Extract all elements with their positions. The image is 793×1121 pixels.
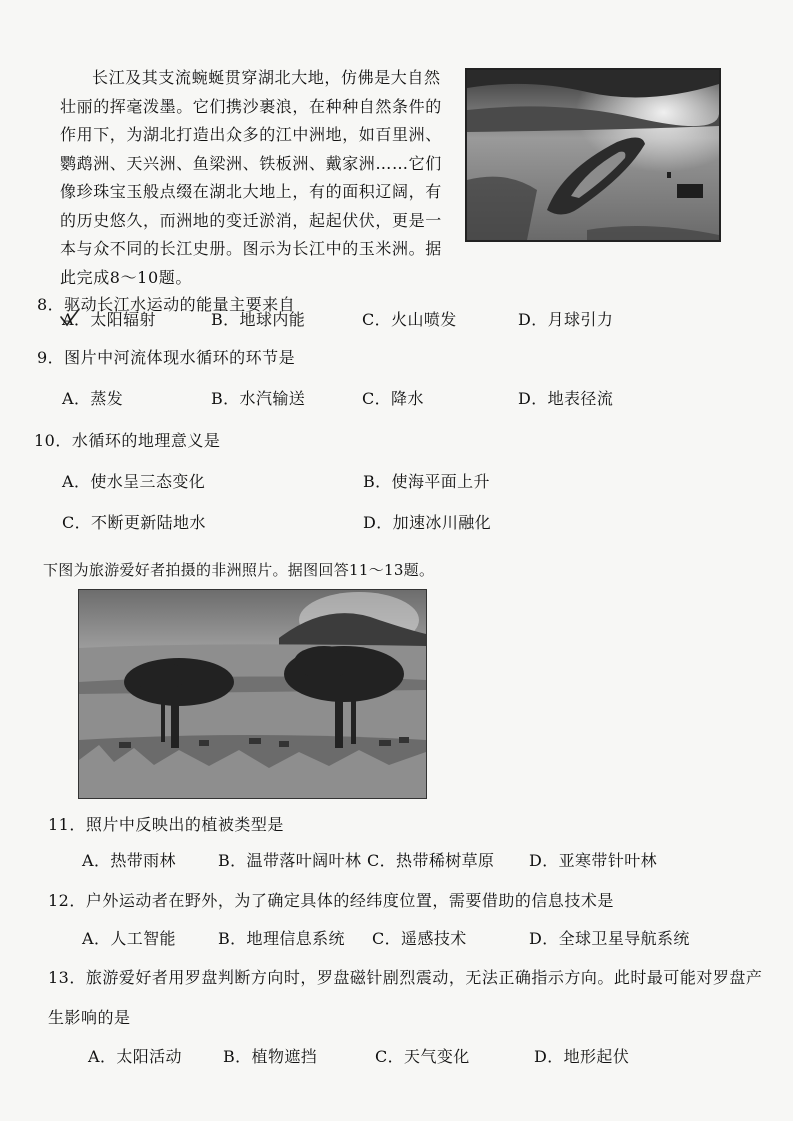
question-13-stem: 13．旅游爱好者用罗盘判断方向时，罗盘磁针剧烈震动，无法正确指示方向。此时最可能对罗盘产生影响的是 [48,968,763,1027]
question-10-option-d[interactable]: D．加速冰川融化 [363,513,492,532]
question-12-stem: 12．户外运动者在野外，为了确定具体的经纬度位置，需要借助的信息技术是 [48,891,614,910]
savanna-photo [78,589,427,799]
question-10-option-c[interactable]: C．不断更新陆地水 [62,513,206,532]
question-10-option-b[interactable]: B．使海平面上升 [363,472,490,491]
question-8-stem: 8．驱动长江水运动的能量主要来自 [37,295,296,314]
question-9-option-a[interactable]: A．蒸发 [62,389,124,408]
question-13-option-b[interactable]: B．植物遮挡 [223,1047,318,1066]
question-11-option-a[interactable]: A．热带雨林 [82,851,176,870]
question-12-option-b[interactable]: B．地理信息系统 [218,929,345,948]
question-13-option-d[interactable]: D．地形起伏 [534,1047,630,1066]
savanna-photo-image [79,590,426,798]
question-8-option-b[interactable]: B．地球内能 [211,310,306,329]
question-10-stem: 10．水循环的地理意义是 [34,431,221,450]
section-intro: 下图为旅游爱好者拍摄的非洲照片。据图回答11～13题。 [43,561,435,579]
question-11-stem: 11．照片中反映出的植被类型是 [48,815,284,834]
question-9-option-b[interactable]: B．水汽输送 [211,389,306,408]
question-11-option-d[interactable]: D．亚寒带针叶林 [529,851,658,870]
island-photo [465,68,721,242]
question-10-option-a[interactable]: A．使水呈三态变化 [62,472,206,491]
question-9-option-c[interactable]: C．降水 [362,389,424,408]
question-9-option-d[interactable]: D．地表径流 [518,389,614,408]
question-13-option-c[interactable]: C．天气变化 [375,1047,470,1066]
question-12-option-c[interactable]: C．遥感技术 [372,929,467,948]
question-8-option-c[interactable]: C．火山喷发 [362,310,457,329]
question-13-option-a[interactable]: A．太阳活动 [88,1047,182,1066]
question-12-option-a[interactable]: A．人工智能 [82,929,176,948]
question-8-option-d[interactable]: D．月球引力 [518,310,614,329]
question-11-option-b[interactable]: B．温带落叶阔叶林 [218,851,362,870]
question-11-option-c[interactable]: C．热带稀树草原 [367,851,495,870]
question-8-option-a[interactable]: A．太阳辐射 [62,310,156,329]
island-photo-image [467,70,719,240]
question-9-stem: 9．图片中河流体现水循环的环节是 [37,348,296,367]
passage-text: 长江及其支流蜿蜒贯穿湖北大地，仿佛是大自然壮丽的挥毫泼墨。它们携沙裹浪，在种种自然条件的作用下，为湖北打造出众多的江中洲地，如百里洲、鹦鹉洲、天兴洲、鱼梁洲、铁板洲、戴家洲……它们像珍珠宝玉般点缀在湖北大地上，有的面积辽阔，有的历史悠久，而洲地的变迁淤消，起起伏伏，更是一本与众不同的长江史册。图示为长江中的玉米洲。据此完成8～10题。 [60,68,442,287]
question-12-option-d[interactable]: D．全球卫星导航系统 [529,929,690,948]
